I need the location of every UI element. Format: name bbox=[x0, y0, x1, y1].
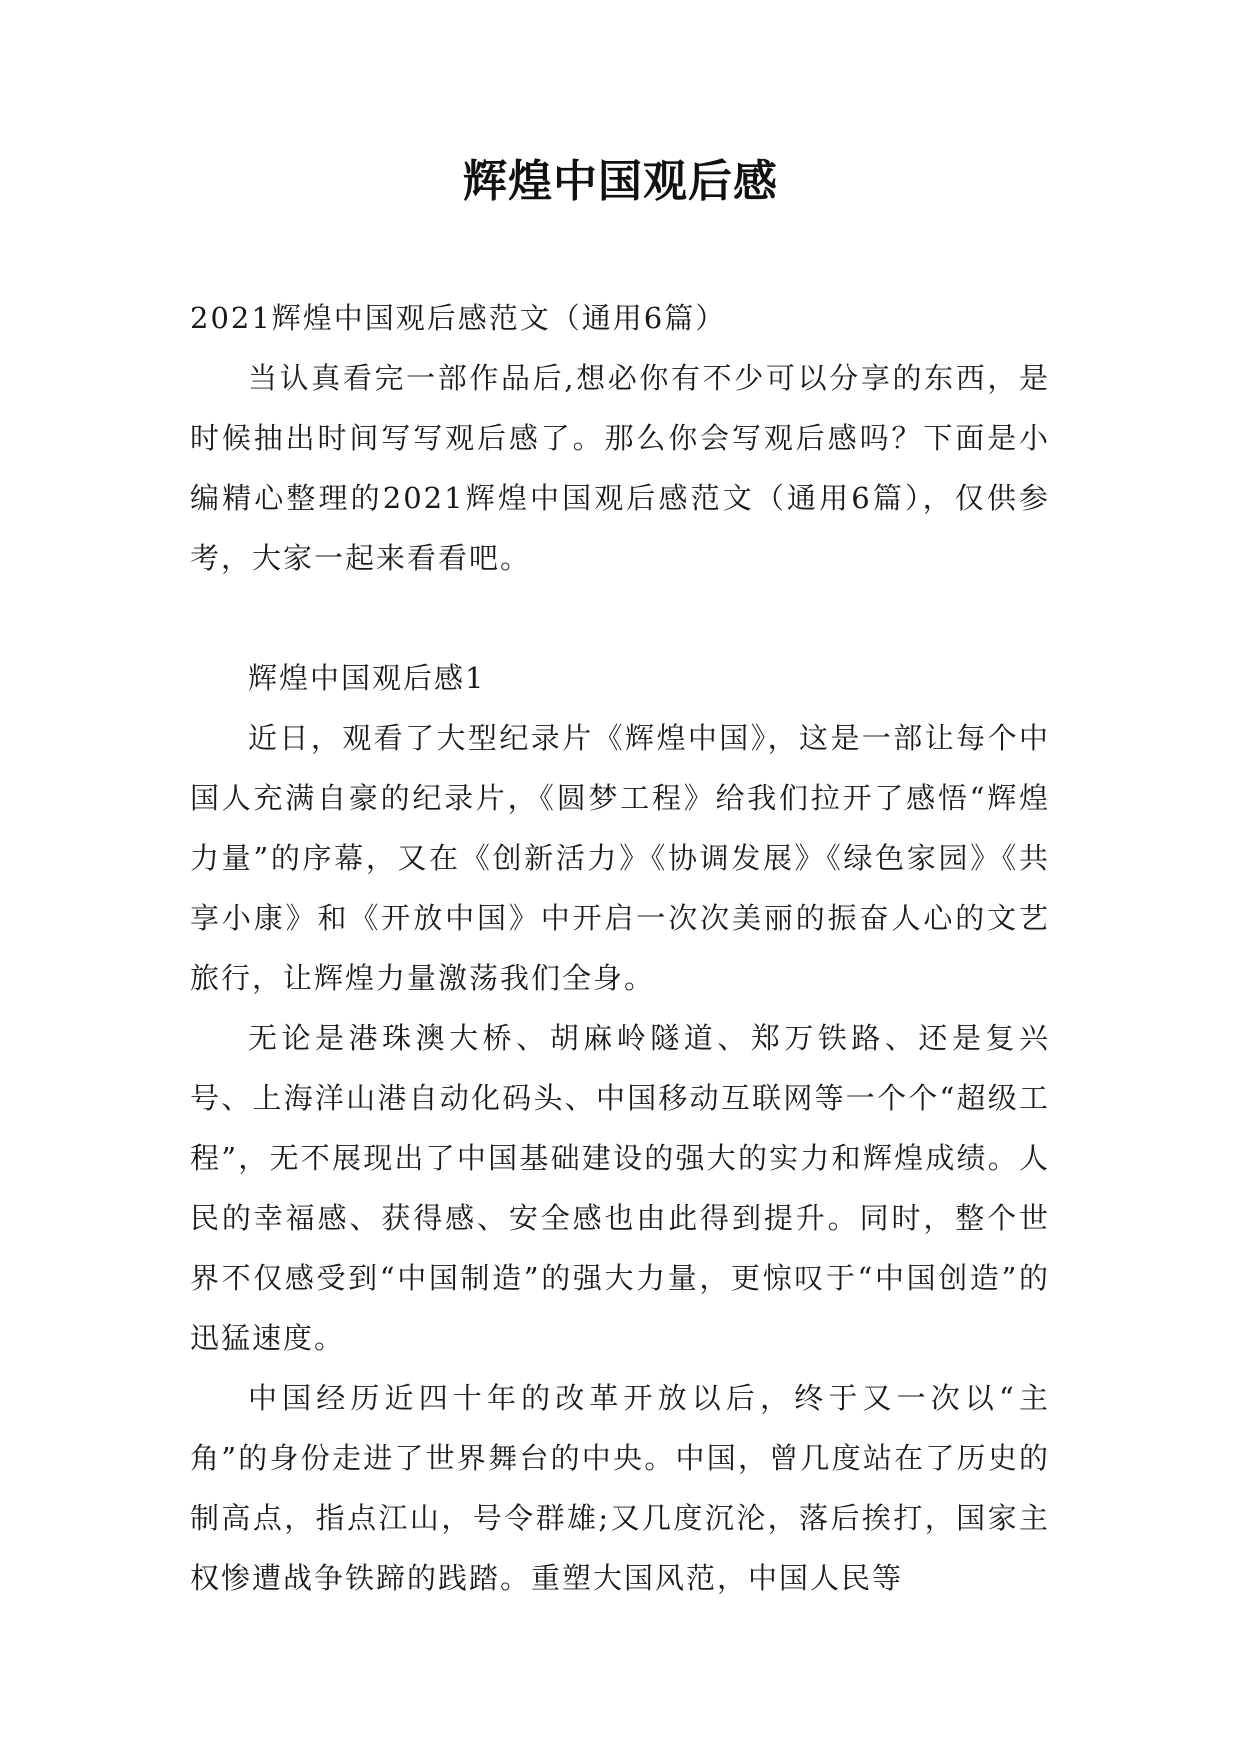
body-paragraph-2: 无论是港珠澳大桥、胡麻岭隧道、郑万铁路、还是复兴号、上海洋山港自动化码头、中国移动互联网等一个个“超级工程”，无不展现出了中国基础建设的强大的实力和辉煌成绩。人民的幸福感、获得感、安全感也由此得到提升。同时，整个世界不仅感受到“中国制造”的强大力量，更惊叹于“中国创造”的迅猛速度。 bbox=[190, 1021, 1050, 1355]
intro-paragraph: 当认真看完一部作品后,想必你有不少可以分享的东西，是时候抽出时间写写观后感了。那么你会写观后感吗？下面是小编精心整理的2021辉煌中国观后感范文（通用6篇），仅供参考，大家一起来看看吧。 bbox=[190, 361, 1050, 575]
body-paragraph-3: 中国经历近四十年的改革开放以后，终于又一次以“主角”的身份走进了世界舞台的中央。中国，曾几度站在了历史的制高点，指点江山，号令群雄;又几度沉沦，落后挨打，国家主权惨遭战争铁蹄的践踏。重塑大国风范，中国人民等 bbox=[190, 1381, 1050, 1595]
section-heading: 辉煌中国观后感1 bbox=[248, 661, 486, 695]
document-subtitle: 2021辉煌中国观后感范文（通用6篇） bbox=[190, 301, 727, 335]
paragraph-spacer bbox=[190, 588, 1050, 648]
document-title: 辉煌中国观后感 bbox=[463, 156, 778, 207]
document-body bbox=[190, 288, 1050, 1608]
body-paragraph-1: 近日，观看了大型纪录片《辉煌中国》，这是一部让每个中国人充满自豪的纪录片，《圆梦工程》给我们拉开了感悟“辉煌力量”的序幕，又在《创新活力》《协调发展》《绿色家园》《共享小康》和《开放中国》中开启一次次美丽的振奋人心的文艺旅行，让辉煌力量激荡我们全身。 bbox=[190, 721, 1050, 995]
